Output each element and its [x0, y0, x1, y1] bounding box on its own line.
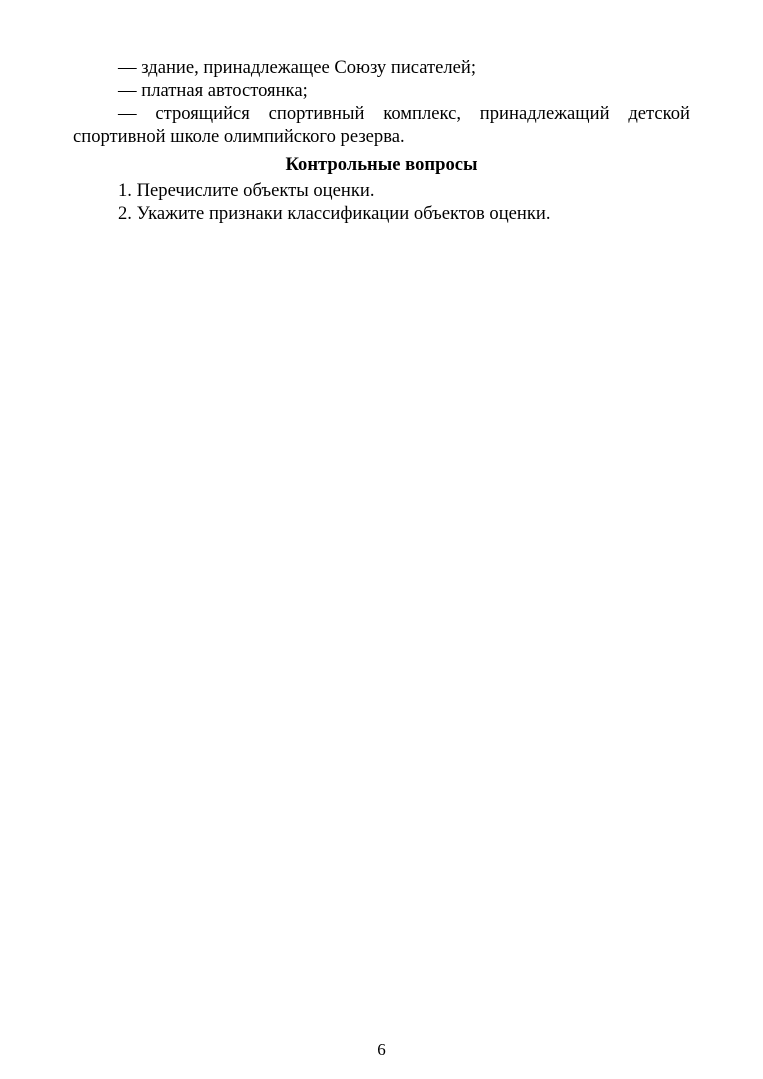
page-number: 6	[377, 1040, 386, 1059]
question-item: 1. Перечислите объекты оценки.	[118, 180, 375, 201]
list-item: — строящийся спортивный комплекс, принадлежащий детской спортивной школе олимпийского резерва.	[73, 103, 690, 147]
question-item: 2. Укажите признаки классификации объектов оценки.	[118, 203, 551, 224]
page-content	[73, 56, 690, 225]
list-item: — здание, принадлежащее Союзу писателей;	[118, 57, 477, 78]
list-item: — платная автостоянка;	[118, 80, 308, 101]
section-heading: Контрольные вопросы	[285, 154, 478, 175]
